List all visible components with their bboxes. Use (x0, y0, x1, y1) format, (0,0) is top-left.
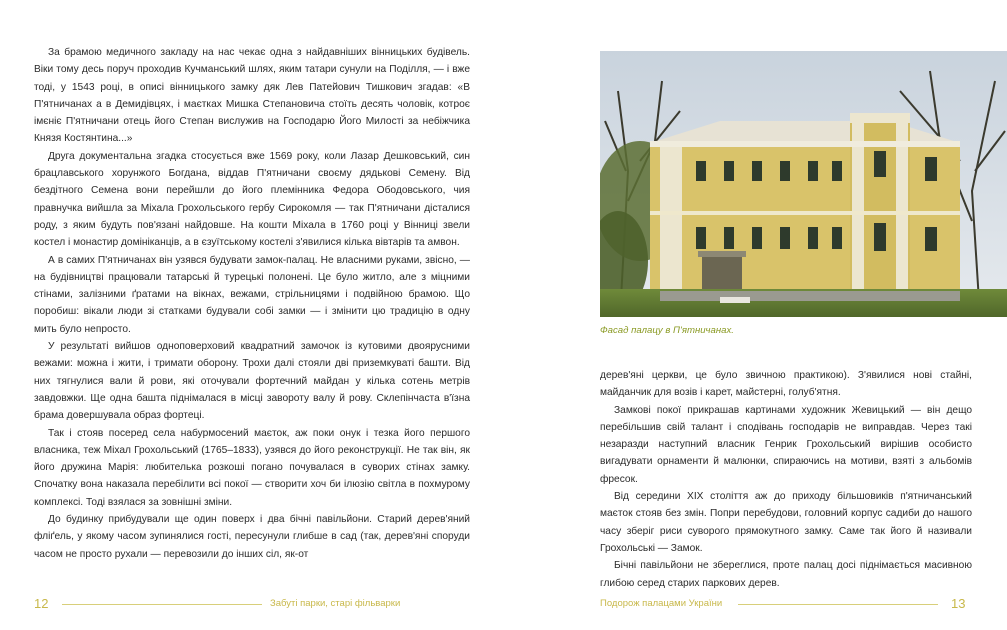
paragraph: У результаті вийшов одноповерховий квадратний замочок із кутовими двоярусними вежами: можна і жити, і тримати оборону. Трохи далі стояли дві приземкуваті башти. Від них тягнулися вали й рови, які оточували фортечний майдан у кілька сотень метрів завдовжки. Ще одна башта піднімалася в місці завороту валу й рову. Склепінчаста в'їзна брама довершувала образ фортеці. (34, 341, 470, 422)
footer-rule-left (62, 604, 262, 605)
page-number-right: 13 (951, 596, 966, 611)
left-page (0, 0, 503, 630)
paragraph: Від середини XIX століття аж до приходу більшовиків п'ятничанський маєток стояв без змін. Попри перебудови, головний корпус садиби до нашого часу зберіг риси суворого прямокутного замку. Саме так його й називали Грохольські — Замок. (600, 491, 972, 554)
palace-facade-illustration (600, 51, 1007, 317)
paragraph-continued: дерев'яні церкви, це було звичною практикою). З'явилися нові стайні, майданчик для возів і карет, майстерні, голуб'ятня. (600, 370, 972, 399)
paragraph: А в самих П'ятничанах він узявся будувати замок-палац. Не власними руками, звісно, — на будівництві працювали татарські й турецькі полонені. Це було житло, але з міцними стінами, залізними ґратами на вікнах, вежами, стрільницями і подвійною брамою. Що поробиш: вікали люди зі статками будували собі замки — і змінити цю традицію в одну мить було непросто. (34, 254, 470, 335)
paragraph: До будинку прибудували ще один поверх і два бічні павільйони. Старий дерев'яний фліґель, у якому часом зупинялися гості, пересунули глибше в сад (так, дерев'яні споруди часом не просто рухали — перевозили до інших сіл, як-от (34, 514, 470, 560)
paragraph: Замкові покої прикрашав картинами художник Жевицький — він дещо перебільшив свій талант і сподівань господарів не виправдав. Через такі незаразди наступний власник Генрик Грохольський вирішив особисто вигадувати орнаменти й малюнки, спираючись на мотиви, взяті з альбомів фресок. (600, 404, 972, 485)
paragraph: За брамою медичного закладу на нас чекає одна з найдавніших вінницьких будівель. Віки тому десь поруч проходив Кучманський шлях, яким татари сунули на Поділля, — і вже тоді, у 1543 році, в описі вінницького замку дяк Лев Патейович Тишкович згадав: «В П'ятничанах а в Демидівцях, і маєтках Мишка Степановича стоїть десять чоловік, котроє імєніє П'ятничани отець його Степан вислужив на Господарю Його Милості за небіжчика Князя Костянтина...» (34, 47, 470, 145)
footer-rule-right (738, 604, 938, 605)
running-title-right: Подорож палацами України (600, 598, 723, 609)
left-body-text (34, 44, 470, 563)
paragraph: Бічні павільйони не збереглися, проте палац досі піднімається масивною глибою серед старих паркових дерев. (600, 560, 972, 589)
page-number-left: 12 (34, 596, 49, 611)
photo-caption: Фасад палацу в П'ятничанах. (600, 325, 734, 336)
running-title-left: Забуті парки, старі фільварки (270, 598, 401, 609)
palace-photo (600, 51, 1007, 317)
paragraph: Друга документальна згадка стосується вже 1569 року, коли Лазар Дешковський, син брацлавського хорунжого Богдана, віддав П'ятничани своєму дядькові Семену. Від бездітного Семена вони перейшли до його племінника Федора Ободовського, чия правнучка вийшла за Міхала Грохольського гербу Сирокомля — так П'ятничани дісталися роду, з яким будуть пов'язані найдовше. На кошти Міхала в 1760 році у Вінниці звели костел і монастир домініканців, а в єзуїтському костелі з'явилися кілька вівтарів та амвон. (34, 150, 470, 249)
right-body-text (600, 367, 972, 592)
right-page (503, 0, 1007, 630)
paragraph: Так і стояв посеред села набурмосений маєток, аж поки онук і тезка його першого власника, теж Міхал Грохольський (1765–1833), узявся до його реконструкції. Не так він, як його дружина Марія: любителька розкоші погано почувалася в суворих стінах замку. Спочатку вона наказала перебілити всі покої — створити хоч би ілюзію світла в похмурому комплексі. Тоді взялася за зовнішні зміни. (34, 427, 470, 508)
